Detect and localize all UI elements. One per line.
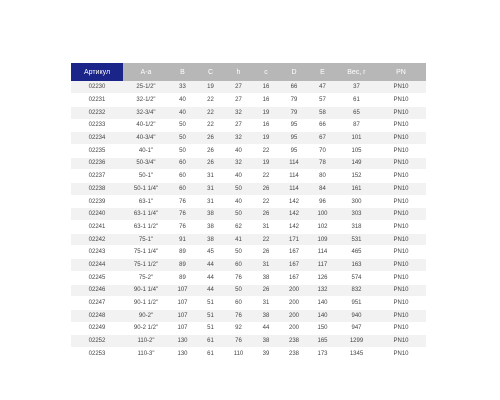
cell-col-b: 76 [169, 195, 196, 208]
cell-col-e: 78 [308, 157, 337, 170]
cell-col-pn: PN10 [376, 271, 426, 284]
table-row [71, 246, 426, 259]
cell-col-e: 109 [308, 233, 337, 246]
table-row [71, 297, 426, 310]
cell-col-article: 02242 [71, 233, 123, 246]
cell-col-weight: 531 [337, 233, 376, 246]
cell-col-c: 44 [196, 259, 225, 272]
cell-col-c-small: 38 [252, 309, 280, 322]
cell-col-article: 02243 [71, 246, 123, 259]
cell-col-h: 110 [225, 347, 252, 360]
cell-col-c-small: 39 [252, 347, 280, 360]
cell-col-h: 27 [225, 119, 252, 132]
cell-col-weight: 574 [337, 271, 376, 284]
cell-col-d: 200 [280, 322, 308, 335]
cell-col-article: 02253 [71, 347, 123, 360]
cell-col-d: 114 [280, 170, 308, 183]
table-row [71, 106, 426, 119]
cell-col-c-small: 26 [252, 284, 280, 297]
cell-col-e: 132 [308, 284, 337, 297]
cell-col-article: 02234 [71, 132, 123, 145]
table-row [71, 144, 426, 157]
cell-col-d: 167 [280, 271, 308, 284]
cell-col-d: 66 [280, 81, 308, 94]
cell-col-a-a: 40-1/2" [123, 119, 169, 132]
cell-col-a-a: 75-1 1/4" [123, 246, 169, 259]
table-row [71, 284, 426, 297]
cell-col-pn: PN10 [376, 208, 426, 221]
cell-col-article: 02248 [71, 309, 123, 322]
cell-col-d: 142 [280, 221, 308, 234]
cell-col-c-small: 22 [252, 170, 280, 183]
cell-col-d: 95 [280, 132, 308, 145]
cell-col-b: 40 [169, 94, 196, 107]
cell-col-c-small: 26 [252, 246, 280, 259]
cell-col-e: 102 [308, 221, 337, 234]
table-row [71, 195, 426, 208]
cell-col-pn: PN10 [376, 347, 426, 360]
cell-col-c-small: 19 [252, 132, 280, 145]
cell-col-a-a: 50-3/4" [123, 157, 169, 170]
cell-col-a-a: 25-1/2" [123, 81, 169, 94]
cell-col-article: 02247 [71, 297, 123, 310]
cell-col-b: 60 [169, 157, 196, 170]
cell-col-b: 33 [169, 81, 196, 94]
cell-col-weight: 65 [337, 106, 376, 119]
cell-col-c: 22 [196, 119, 225, 132]
cell-col-pn: PN10 [376, 183, 426, 196]
cell-col-h: 50 [225, 208, 252, 221]
header-col-d: D [280, 63, 308, 81]
cell-col-c: 51 [196, 309, 225, 322]
cell-col-c-small: 44 [252, 322, 280, 335]
cell-col-d: 171 [280, 233, 308, 246]
cell-col-h: 41 [225, 233, 252, 246]
cell-col-e: 57 [308, 94, 337, 107]
cell-col-c: 26 [196, 157, 225, 170]
cell-col-b: 89 [169, 259, 196, 272]
table-row [71, 221, 426, 234]
cell-col-a-a: 40-1" [123, 144, 169, 157]
cell-col-c: 61 [196, 347, 225, 360]
cell-col-a-a: 75-2" [123, 271, 169, 284]
cell-col-c-small: 22 [252, 144, 280, 157]
cell-col-e: 117 [308, 259, 337, 272]
cell-col-e: 84 [308, 183, 337, 196]
cell-col-weight: 1299 [337, 335, 376, 348]
cell-col-b: 107 [169, 322, 196, 335]
cell-col-h: 76 [225, 271, 252, 284]
spec-table-container [71, 63, 426, 361]
cell-col-d: 79 [280, 106, 308, 119]
cell-col-e: 100 [308, 208, 337, 221]
table-body [71, 81, 426, 360]
table-row [71, 259, 426, 272]
table-row [71, 233, 426, 246]
cell-col-c: 61 [196, 335, 225, 348]
table-row [71, 309, 426, 322]
header-col-article: Артикул [71, 63, 123, 81]
cell-col-d: 95 [280, 119, 308, 132]
cell-col-pn: PN10 [376, 94, 426, 107]
cell-col-pn: PN10 [376, 157, 426, 170]
header-col-pn: PN [376, 63, 426, 81]
cell-col-a-a: 50-1" [123, 170, 169, 183]
cell-col-weight: 105 [337, 144, 376, 157]
cell-col-c: 22 [196, 94, 225, 107]
cell-col-d: 167 [280, 246, 308, 259]
cell-col-c: 38 [196, 221, 225, 234]
cell-col-b: 50 [169, 144, 196, 157]
cell-col-a-a: 63-1 1/4" [123, 208, 169, 221]
cell-col-c: 44 [196, 284, 225, 297]
cell-col-h: 76 [225, 309, 252, 322]
table-row [71, 183, 426, 196]
table-row [71, 157, 426, 170]
cell-col-a-a: 63-1" [123, 195, 169, 208]
cell-col-article: 02244 [71, 259, 123, 272]
cell-col-pn: PN10 [376, 309, 426, 322]
cell-col-pn: PN10 [376, 246, 426, 259]
header-col-h: h [225, 63, 252, 81]
cell-col-pn: PN10 [376, 259, 426, 272]
cell-col-c-small: 16 [252, 81, 280, 94]
cell-col-h: 50 [225, 246, 252, 259]
cell-col-b: 50 [169, 119, 196, 132]
table-row [71, 119, 426, 132]
cell-col-weight: 832 [337, 284, 376, 297]
cell-col-pn: PN10 [376, 132, 426, 145]
cell-col-h: 50 [225, 284, 252, 297]
cell-col-h: 62 [225, 221, 252, 234]
cell-col-h: 27 [225, 94, 252, 107]
cell-col-c-small: 26 [252, 183, 280, 196]
cell-col-e: 66 [308, 119, 337, 132]
cell-col-c: 22 [196, 106, 225, 119]
cell-col-pn: PN10 [376, 335, 426, 348]
table-row [71, 335, 426, 348]
cell-col-a-a: 110-2" [123, 335, 169, 348]
cell-col-c: 44 [196, 271, 225, 284]
cell-col-h: 27 [225, 81, 252, 94]
cell-col-c-small: 19 [252, 106, 280, 119]
cell-col-c-small: 38 [252, 271, 280, 284]
cell-col-c: 51 [196, 322, 225, 335]
spec-table [71, 63, 426, 361]
cell-col-h: 40 [225, 144, 252, 157]
cell-col-article: 02239 [71, 195, 123, 208]
cell-col-weight: 163 [337, 259, 376, 272]
cell-col-e: 165 [308, 335, 337, 348]
cell-col-e: 126 [308, 271, 337, 284]
cell-col-b: 76 [169, 221, 196, 234]
cell-col-pn: PN10 [376, 297, 426, 310]
table-row [71, 94, 426, 107]
header-col-b: B [169, 63, 196, 81]
cell-col-c-small: 26 [252, 208, 280, 221]
cell-col-b: 107 [169, 297, 196, 310]
cell-col-a-a: 90-1 1/2" [123, 297, 169, 310]
cell-col-d: 114 [280, 157, 308, 170]
header-col-c: C [196, 63, 225, 81]
cell-col-c: 26 [196, 144, 225, 157]
cell-col-pn: PN10 [376, 144, 426, 157]
cell-col-article: 02245 [71, 271, 123, 284]
cell-col-article: 02252 [71, 335, 123, 348]
cell-col-a-a: 110-3" [123, 347, 169, 360]
header-col-e: E [308, 63, 337, 81]
cell-col-d: 95 [280, 144, 308, 157]
cell-col-h: 32 [225, 157, 252, 170]
cell-col-b: 40 [169, 106, 196, 119]
cell-col-b: 89 [169, 271, 196, 284]
cell-col-b: 130 [169, 347, 196, 360]
cell-col-pn: PN10 [376, 322, 426, 335]
cell-col-pn: PN10 [376, 284, 426, 297]
cell-col-c: 19 [196, 81, 225, 94]
cell-col-d: 142 [280, 195, 308, 208]
table-row [71, 132, 426, 145]
cell-col-e: 67 [308, 132, 337, 145]
cell-col-h: 32 [225, 106, 252, 119]
cell-col-a-a: 50-1 1/4" [123, 183, 169, 196]
cell-col-e: 70 [308, 144, 337, 157]
cell-col-c-small: 31 [252, 297, 280, 310]
cell-col-a-a: 75-1" [123, 233, 169, 246]
cell-col-pn: PN10 [376, 233, 426, 246]
table-row [71, 81, 426, 94]
cell-col-h: 32 [225, 132, 252, 145]
cell-col-d: 238 [280, 335, 308, 348]
cell-col-c-small: 22 [252, 195, 280, 208]
cell-col-article: 02233 [71, 119, 123, 132]
table-row [71, 322, 426, 335]
cell-col-d: 142 [280, 208, 308, 221]
cell-col-article: 02230 [71, 81, 123, 94]
cell-col-h: 60 [225, 297, 252, 310]
cell-col-weight: 61 [337, 94, 376, 107]
cell-col-h: 92 [225, 322, 252, 335]
cell-col-d: 238 [280, 347, 308, 360]
cell-col-c: 31 [196, 195, 225, 208]
cell-col-e: 150 [308, 322, 337, 335]
cell-col-weight: 1345 [337, 347, 376, 360]
cell-col-weight: 149 [337, 157, 376, 170]
cell-col-b: 60 [169, 170, 196, 183]
cell-col-pn: PN10 [376, 195, 426, 208]
cell-col-weight: 318 [337, 221, 376, 234]
cell-col-article: 02231 [71, 94, 123, 107]
cell-col-weight: 303 [337, 208, 376, 221]
cell-col-e: 96 [308, 195, 337, 208]
cell-col-h: 76 [225, 335, 252, 348]
cell-col-e: 173 [308, 347, 337, 360]
cell-col-c-small: 16 [252, 119, 280, 132]
cell-col-c-small: 31 [252, 259, 280, 272]
cell-col-weight: 465 [337, 246, 376, 259]
cell-col-a-a: 32-1/2" [123, 94, 169, 107]
cell-col-c-small: 31 [252, 221, 280, 234]
header-col-a-a: A-a [123, 63, 169, 81]
table-row [71, 271, 426, 284]
cell-col-weight: 37 [337, 81, 376, 94]
cell-col-weight: 152 [337, 170, 376, 183]
cell-col-b: 50 [169, 132, 196, 145]
cell-col-a-a: 40-3/4" [123, 132, 169, 145]
cell-col-h: 50 [225, 183, 252, 196]
cell-col-e: 114 [308, 246, 337, 259]
cell-col-e: 80 [308, 170, 337, 183]
cell-col-article: 02237 [71, 170, 123, 183]
cell-col-weight: 101 [337, 132, 376, 145]
cell-col-d: 200 [280, 284, 308, 297]
table-row [71, 347, 426, 360]
cell-col-article: 02236 [71, 157, 123, 170]
cell-col-article: 02249 [71, 322, 123, 335]
cell-col-a-a: 32-3/4" [123, 106, 169, 119]
cell-col-b: 107 [169, 309, 196, 322]
cell-col-weight: 161 [337, 183, 376, 196]
table-row [71, 170, 426, 183]
cell-col-b: 60 [169, 183, 196, 196]
cell-col-e: 140 [308, 309, 337, 322]
table-row [71, 208, 426, 221]
cell-col-article: 02246 [71, 284, 123, 297]
cell-col-c-small: 16 [252, 94, 280, 107]
cell-col-a-a: 63-1 1/2" [123, 221, 169, 234]
cell-col-e: 140 [308, 297, 337, 310]
cell-col-c-small: 19 [252, 157, 280, 170]
cell-col-e: 58 [308, 106, 337, 119]
cell-col-c: 31 [196, 183, 225, 196]
cell-col-h: 40 [225, 195, 252, 208]
cell-col-b: 91 [169, 233, 196, 246]
header-col-weight: Вес, г [337, 63, 376, 81]
cell-col-d: 200 [280, 297, 308, 310]
cell-col-c-small: 38 [252, 335, 280, 348]
cell-col-pn: PN10 [376, 170, 426, 183]
cell-col-weight: 951 [337, 297, 376, 310]
cell-col-h: 60 [225, 259, 252, 272]
cell-col-a-a: 90-2" [123, 309, 169, 322]
cell-col-weight: 940 [337, 309, 376, 322]
cell-col-article: 02235 [71, 144, 123, 157]
cell-col-d: 79 [280, 94, 308, 107]
cell-col-article: 02238 [71, 183, 123, 196]
cell-col-pn: PN10 [376, 221, 426, 234]
cell-col-c: 45 [196, 246, 225, 259]
cell-col-article: 02232 [71, 106, 123, 119]
cell-col-article: 02240 [71, 208, 123, 221]
header-col-c-small: c [252, 63, 280, 81]
cell-col-c: 38 [196, 208, 225, 221]
cell-col-pn: PN10 [376, 81, 426, 94]
cell-col-a-a: 75-1 1/2" [123, 259, 169, 272]
cell-col-e: 47 [308, 81, 337, 94]
header-row [71, 63, 426, 81]
cell-col-article: 02241 [71, 221, 123, 234]
cell-col-b: 130 [169, 335, 196, 348]
cell-col-pn: PN10 [376, 119, 426, 132]
cell-col-d: 200 [280, 309, 308, 322]
cell-col-b: 76 [169, 208, 196, 221]
cell-col-weight: 87 [337, 119, 376, 132]
cell-col-weight: 947 [337, 322, 376, 335]
cell-col-h: 40 [225, 170, 252, 183]
cell-col-d: 167 [280, 259, 308, 272]
cell-col-b: 107 [169, 284, 196, 297]
cell-col-weight: 300 [337, 195, 376, 208]
cell-col-d: 114 [280, 183, 308, 196]
cell-col-c: 31 [196, 170, 225, 183]
cell-col-a-a: 90-1 1/4" [123, 284, 169, 297]
cell-col-b: 89 [169, 246, 196, 259]
cell-col-c-small: 22 [252, 233, 280, 246]
cell-col-c: 51 [196, 297, 225, 310]
cell-col-c: 38 [196, 233, 225, 246]
cell-col-pn: PN10 [376, 106, 426, 119]
cell-col-a-a: 90-2 1/2" [123, 322, 169, 335]
cell-col-c: 26 [196, 132, 225, 145]
